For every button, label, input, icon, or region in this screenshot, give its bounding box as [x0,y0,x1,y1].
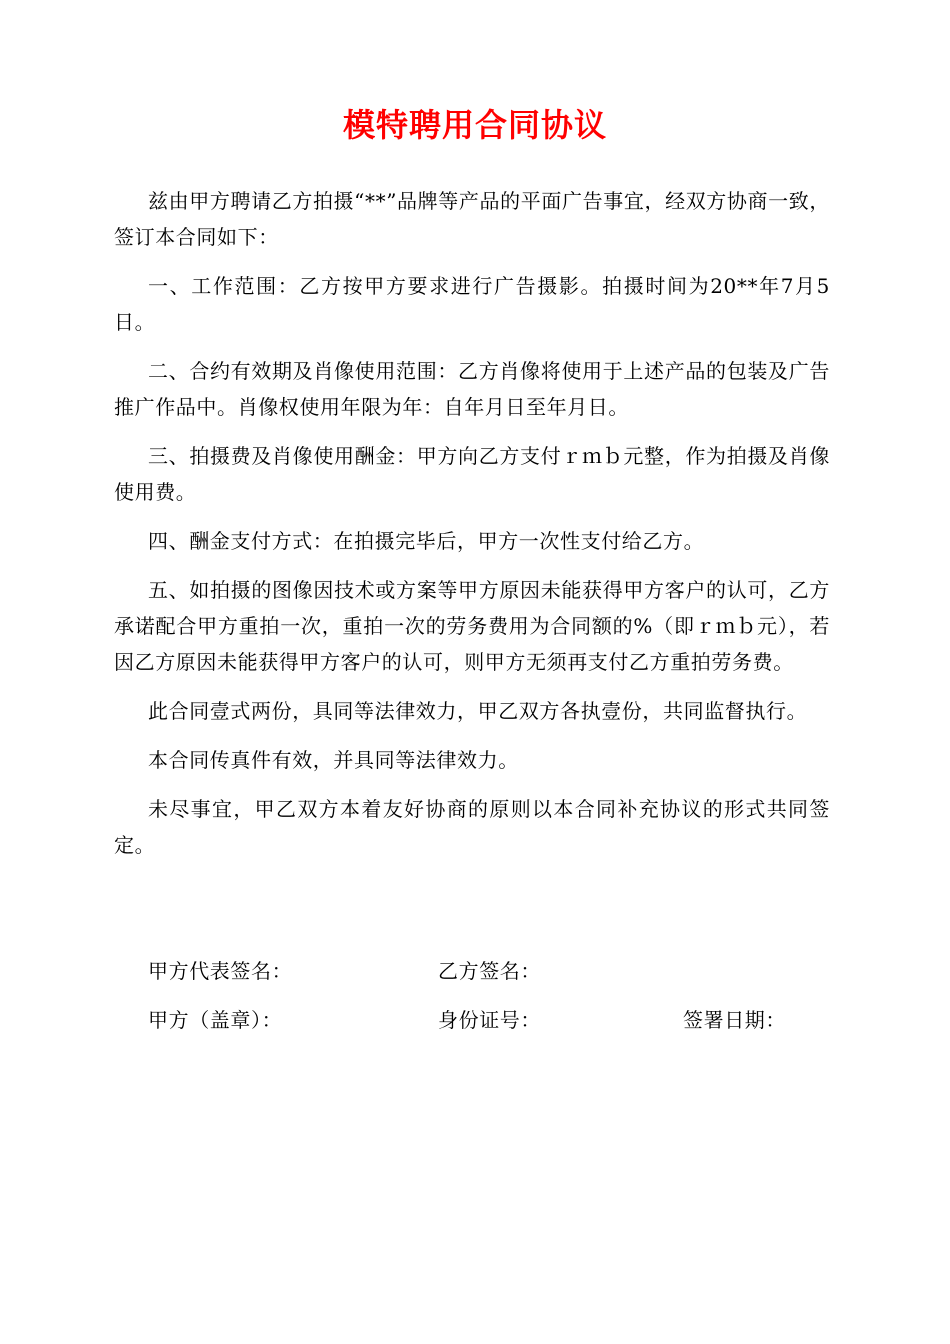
fax-paragraph: 本合同传真件有效，并具同等法律效力。 [148,748,519,772]
id-number-label: 身份证号： [438,1008,541,1032]
contract-body [114,183,830,876]
supplement-paragraph: 未尽事宜，甲乙双方本着友好协商的原则以本合同补充协议的形式共同签定。 [114,797,830,857]
party-a-rep-signature-label: 甲方代表签名： [148,959,293,983]
party-a-seal-label: 甲方（盖章）： [148,1008,283,1032]
document-title: 模特聘用合同协议 [342,106,607,144]
party-b-signature-label: 乙方签名： [438,959,541,983]
clause-payment: 四、酬金支付方式：在拍摄完毕后，甲方一次性支付给乙方。 [148,529,705,553]
signature-row-2 [148,1002,848,1038]
clause-scope: 一、工作范围：乙方按甲方要求进行广告摄影。拍摄时间为20**年7月5日。 [114,274,830,334]
clause-reshoot: 五、如拍摄的图像因技术或方案等甲方原因未能获得甲方客户的认可，乙方承诺配合甲方重拍一次，重拍一次的劳务费用为合同额的%（即ｒｍｂ元），若因乙方原因未能获得甲方客户的认可，则甲方无须再支付乙方重拍劳务费。 [114,578,830,674]
signature-row-1 [148,953,848,989]
intro-paragraph: 兹由甲方聘请乙方拍摄“**”品牌等产品的平面广告事宜，经双方协商一致，签订本合同如下： [114,189,830,249]
copies-paragraph: 此合同壹式两份，具同等法律效力，甲乙双方各执壹份，共同监督执行。 [148,699,808,723]
clause-fee: 三、拍摄费及肖像使用酬金：甲方向乙方支付ｒｍｂ元整，作为拍摄及肖像使用费。 [114,444,830,504]
sign-date-label: 签署日期： [683,1008,786,1032]
clause-validity: 二、合约有效期及肖像使用范围：乙方肖像将使用于上述产品的包装及广告推广作品中。肖像权使用年限为年：自年月日至年月日。 [114,359,830,419]
